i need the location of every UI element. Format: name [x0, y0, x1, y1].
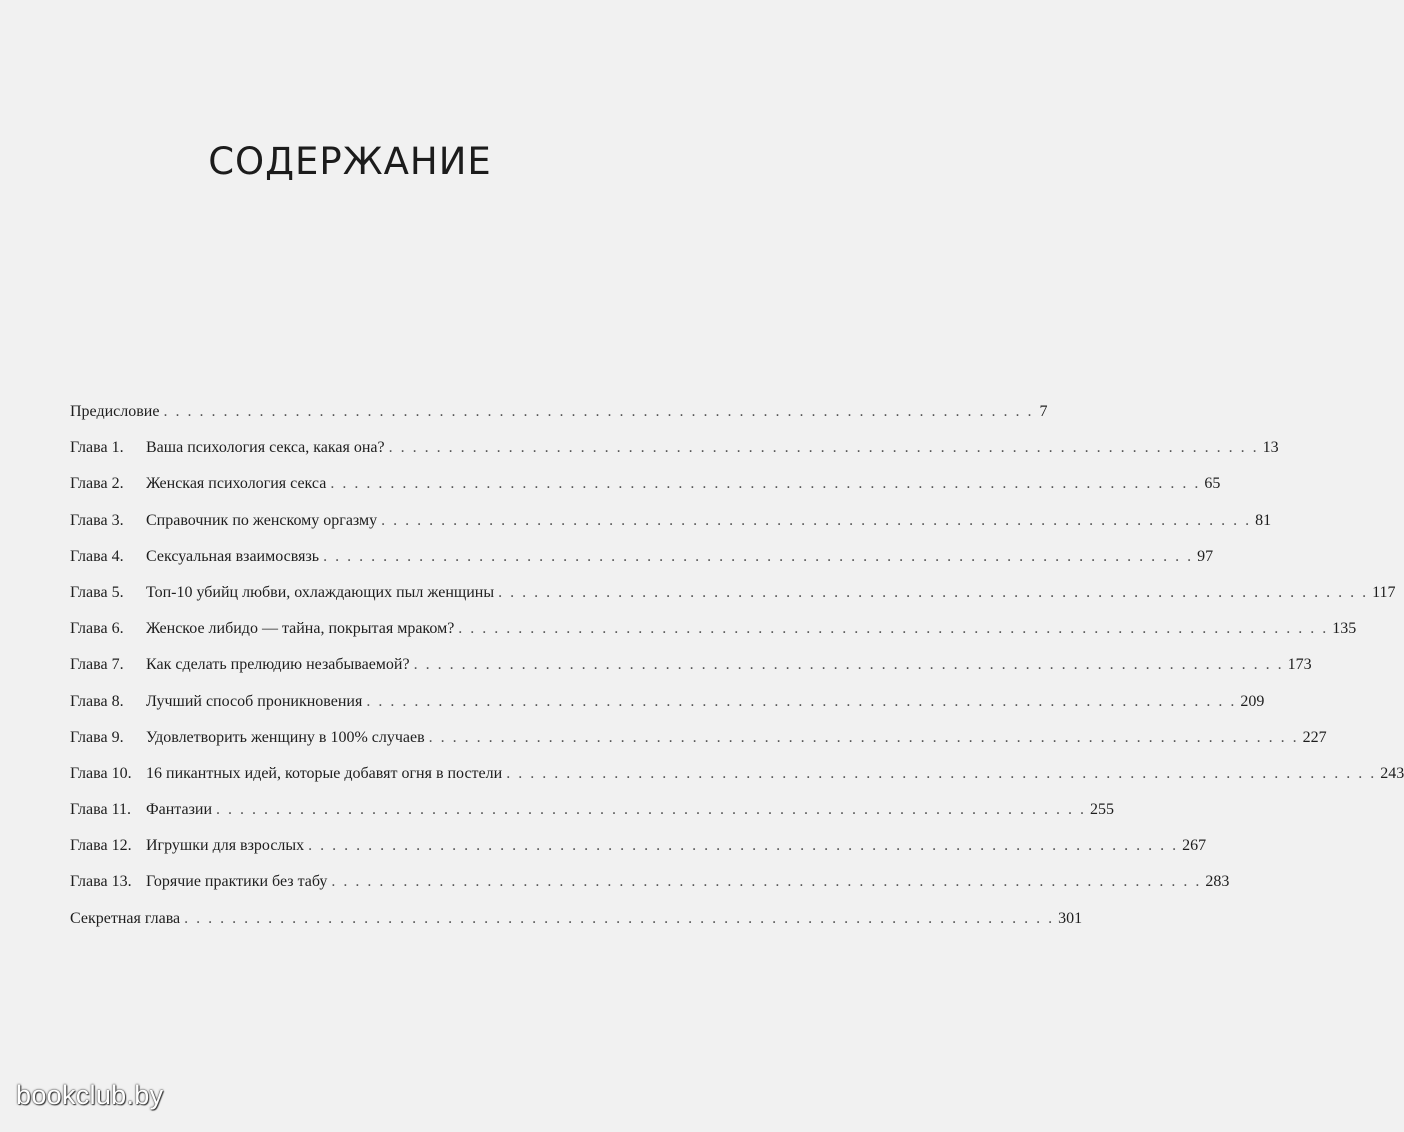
toc-page-number: 255 [1090, 801, 1115, 819]
toc-entry-title: Секретная глава [70, 909, 181, 927]
toc-entry-title: Фантазии [146, 801, 213, 819]
toc-entry-title: Предисловие [70, 403, 160, 420]
toc-dot-leader: . . . . . . . . . . . . . . . . . . . . . . . . . . . . . . . . . . . . . . . . . . . . . . . . . . . . . . . . . . . . . . . . . . . . . . . . . [331, 873, 1202, 891]
toc-dot-leader: . . . . . . . . . . . . . . . . . . . . . . . . . . . . . . . . . . . . . . . . . . . . . . . . . . . . . . . . . . . . . . . . . . . . . . . . . [413, 656, 1284, 674]
page-title: СОДЕРЖАНИЕ [208, 140, 492, 183]
toc-entry-title: Женское либидо — тайна, покрытая мраком? [146, 620, 455, 638]
toc-entry [70, 901, 1083, 937]
toc-entry [70, 756, 1404, 792]
toc-dot-leader: . . . . . . . . . . . . . . . . . . . . . . . . . . . . . . . . . . . . . . . . . . . . . . . . . . . . . . . . . . . . . . . . . . . . . . . . . [216, 801, 1087, 819]
toc-dot-leader: . . . . . . . . . . . . . . . . . . . . . . . . . . . . . . . . . . . . . . . . . . . . . . . . . . . . . . . . . . . . . . . . . . . . . . . . . [388, 439, 1259, 457]
toc-entry-title: Женская психология секса [146, 475, 327, 493]
toc-entry-title: Справочник по женскому оргазму [146, 511, 378, 529]
toc-page-number: 267 [1182, 837, 1207, 855]
toc-entry [70, 611, 1357, 647]
toc-dot-leader: . . . . . . . . . . . . . . . . . . . . . . . . . . . . . . . . . . . . . . . . . . . . . . . . . . . . . . . . . . . . . . . . . . . . . . . . . [458, 620, 1329, 638]
toc-dot-leader: . . . . . . . . . . . . . . . . . . . . . . . . . . . . . . . . . . . . . . . . . . . . . . . . . . . . . . . . . . . . . . . . . . . . . . . . . [308, 837, 1179, 855]
toc-dot-leader: . . . . . . . . . . . . . . . . . . . . . . . . . . . . . . . . . . . . . . . . . . . . . . . . . . . . . . . . . . . . . . . . . . . . . . . . . [498, 583, 1369, 601]
watermark: bookclub.by [16, 1080, 164, 1110]
toc-entry [70, 864, 1230, 900]
toc-page-number: 227 [1302, 728, 1327, 746]
toc-page-number: 7 [1039, 403, 1048, 420]
toc-page-number: 209 [1240, 692, 1265, 710]
toc-page-number: 97 [1197, 547, 1214, 565]
toc-entry-title: Лучший способ проникновения [146, 692, 363, 710]
toc-dot-leader: . . . . . . . . . . . . . . . . . . . . . . . . . . . . . . . . . . . . . . . . . . . . . . . . . . . . . . . . . . . . . . . . . . . . . . . . . [381, 511, 1252, 529]
toc-chapter-number: Глава 7. [70, 656, 124, 674]
toc-chapter-number: Глава 1. [70, 439, 124, 457]
toc-entry-title: Сексуальная взаимосвязь [146, 547, 320, 565]
toc-entry-title: Игрушки для взрослых [146, 837, 305, 855]
toc-chapter-number: Глава 6. [70, 620, 124, 638]
toc-page-number: 135 [1332, 620, 1357, 638]
toc-chapter-number: Глава 8. [70, 692, 124, 710]
toc-dot-leader: . . . . . . . . . . . . . . . . . . . . . . . . . . . . . . . . . . . . . . . . . . . . . . . . . . . . . . . . . . . . . . . . . . . . . . . . . [184, 909, 1055, 927]
toc-entry-title: Топ-10 убийц любви, охлаждающих пыл женщины [146, 583, 495, 601]
toc-entry [70, 503, 1272, 539]
toc-entry [70, 828, 1207, 864]
toc-page-number: 81 [1255, 511, 1272, 529]
toc-page-number: 243 [1380, 764, 1404, 782]
toc-dot-leader: . . . . . . . . . . . . . . . . . . . . . . . . . . . . . . . . . . . . . . . . . . . . . . . . . . . . . . . . . . . . . . . . . . . . . . . . . [323, 547, 1194, 565]
toc-entry [70, 684, 1265, 720]
toc-entry-title: Как сделать прелюдию незабываемой? [146, 656, 410, 674]
toc-chapter-number: Глава 4. [70, 547, 124, 565]
toc-entry [70, 466, 1221, 502]
toc-entry-title: 16 пикантных идей, которые добавят огня в постели [146, 764, 503, 782]
toc-chapter-number: Глава 3. [70, 511, 124, 529]
toc-entry-title: Удовлетворить женщину в 100% случаев [146, 728, 425, 746]
toc-entry [70, 575, 1396, 611]
toc-chapter-number: Глава 11. [70, 801, 131, 819]
toc-chapter-number: Глава 5. [70, 583, 124, 601]
toc-dot-leader: . . . . . . . . . . . . . . . . . . . . . . . . . . . . . . . . . . . . . . . . . . . . . . . . . . . . . . . . . . . . . . . . . . . . . . . . . [428, 728, 1299, 746]
toc-page-number: 65 [1204, 475, 1221, 493]
toc-chapter-number: Глава 10. [70, 764, 132, 782]
toc-page-number: 173 [1287, 656, 1312, 674]
toc-entry [70, 792, 1115, 828]
toc-entry [70, 430, 1279, 466]
toc-entry [70, 394, 1048, 430]
toc-chapter-number: Глава 13. [70, 873, 132, 891]
toc-entry [70, 539, 1214, 575]
toc-chapter-number: Глава 2. [70, 475, 124, 493]
toc-page-number: 301 [1058, 909, 1083, 927]
toc-entry-title: Ваша психология секса, какая она? [146, 439, 385, 457]
toc-page-number: 117 [1372, 583, 1396, 601]
toc-entry [70, 720, 1327, 756]
toc-dot-leader: . . . . . . . . . . . . . . . . . . . . . . . . . . . . . . . . . . . . . . . . . . . . . . . . . . . . . . . . . . . . . . . . . . . . . . . . . [163, 403, 1034, 420]
table-of-contents [70, 394, 1404, 937]
toc-dot-leader: . . . . . . . . . . . . . . . . . . . . . . . . . . . . . . . . . . . . . . . . . . . . . . . . . . . . . . . . . . . . . . . . . . . . . . . . . [330, 475, 1201, 493]
toc-page-number: 13 [1262, 439, 1279, 457]
toc-chapter-number: Глава 9. [70, 728, 124, 746]
toc-chapter-number: Глава 12. [70, 837, 132, 855]
toc-entry-title: Горячие практики без табу [146, 873, 328, 891]
toc-page-number: 283 [1205, 873, 1230, 891]
toc-entry [70, 647, 1312, 683]
toc-dot-leader: . . . . . . . . . . . . . . . . . . . . . . . . . . . . . . . . . . . . . . . . . . . . . . . . . . . . . . . . . . . . . . . . . . . . . . . . . [506, 764, 1377, 782]
toc-dot-leader: . . . . . . . . . . . . . . . . . . . . . . . . . . . . . . . . . . . . . . . . . . . . . . . . . . . . . . . . . . . . . . . . . . . . . . . . . [366, 692, 1237, 710]
